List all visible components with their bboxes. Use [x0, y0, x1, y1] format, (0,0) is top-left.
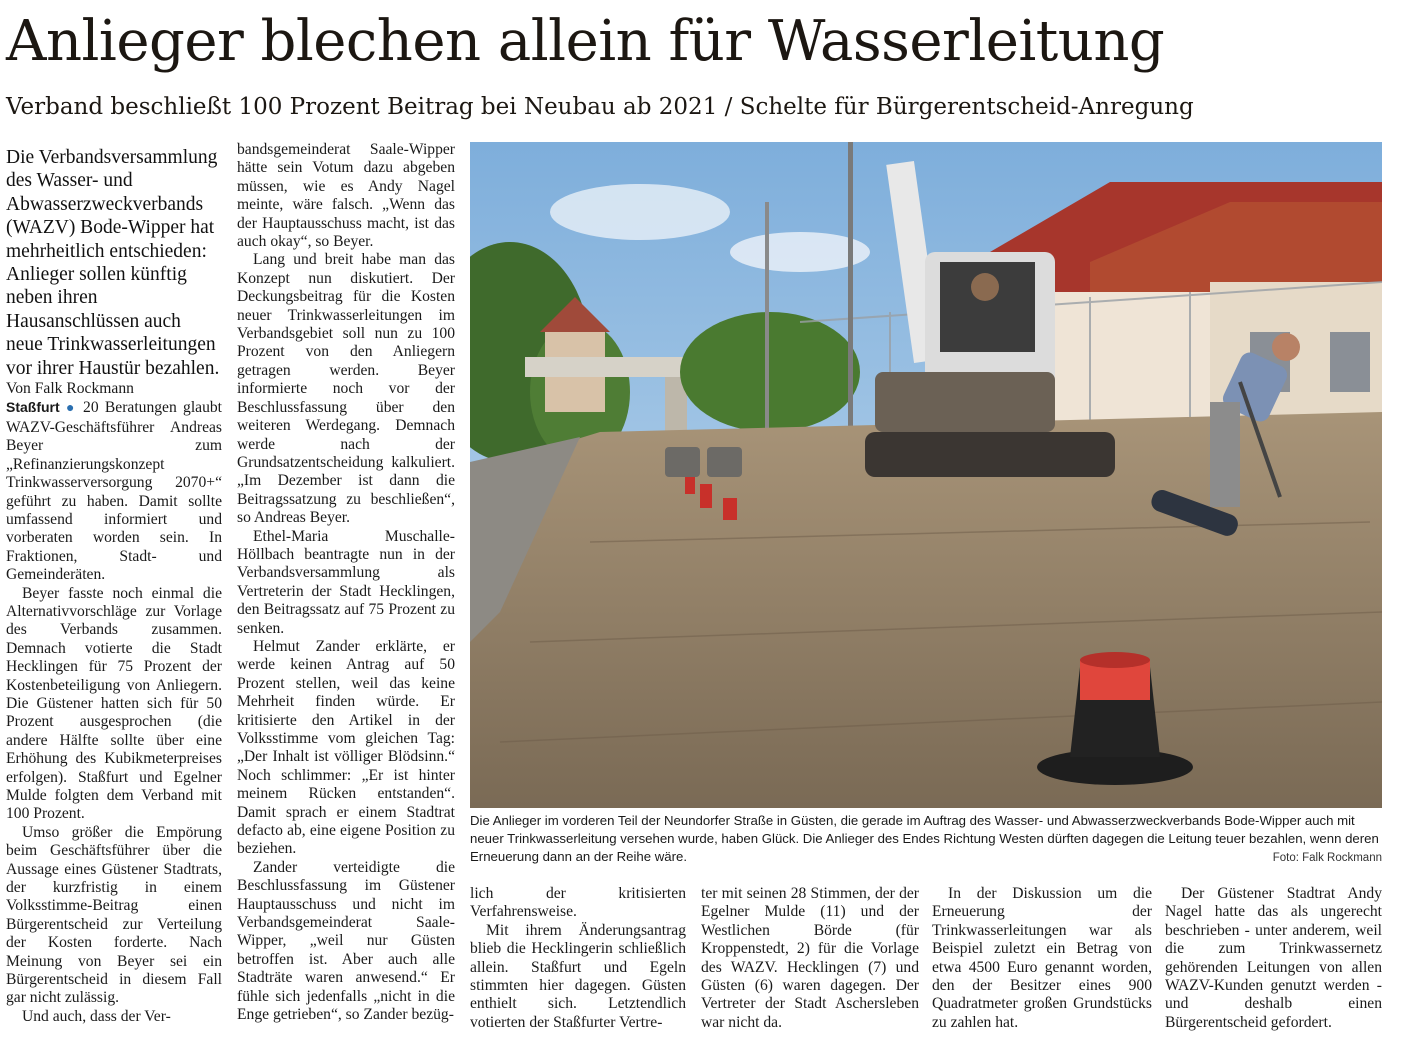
subheadline: Verband beschließt 100 Prozent Beitrag bei Neubau ab 2021 / Schelte für Bürgerentscheid-Anregung	[6, 94, 1194, 120]
paragraph: Der Güstener Stadtrat Andy Nagel hatte das als ungerecht beschrieben - unter anderem, weil die zum Trinkwassernetz gehörenden Leitungen von allen WAZV-Kunden genutzt werden - und deshalb einen Bürgerentscheid gefordert.	[1165, 885, 1382, 1031]
article-column-4	[701, 885, 919, 1032]
paragraph: Ethel-Maria Muschalle-Höllbach beantragte nun in der Verbandsversammlung als Vertreterin der Stadt Hecklingen, den Beitragssatz auf 75 Prozent zu senken.	[237, 527, 455, 637]
paragraph: Zander verteidigte die Beschlussfassung im Güstener Hauptausschuss und nicht im Verbandsgemeinderat Saale-Wipper, „weil nur Güsten betroffen ist. Aber auch alle Stadträte waren anwesend.“ Er fühle sich jedenfalls „nicht in die Enge getrieben“, so Zander bezüg-	[237, 858, 455, 1024]
paragraph	[6, 398, 222, 584]
paragraph: Beyer fasste noch einmal die Alternativvorschläge zur Vorlage des Verbands zusammen. Demnach votierte die Stadt Hecklingen für 75 Prozent der Kostenbeteiligung von Anliegern. Die Güstener hatten sich für 50 Prozent ausgesprochen (die andere Hälfte sollte über eine Erhöhung des Kubikmeterpreises erfolgen). Staßfurt und Egelner Mulde folgten dem Verband mit 100 Prozent.	[6, 584, 222, 823]
paragraph: lich der kritisierten Verfahrensweise.	[470, 885, 686, 921]
article-column-6	[1165, 885, 1382, 1032]
lead-paragraph: Die Verbandsversammlung des Wasser- und Abwasserzweckverbands (WAZV) Bode-Wipper hat mehrheitlich entschieden: Anlieger sollen künftig neben ihren Hausanschlüssen auch neue Trinkwasserleitungen vor ihrer Haustür bezahlen.	[6, 147, 220, 379]
paragraph: bandsgemeinderat Saale-Wipper hätte sein Votum dazu abgeben müssen, wie es Andy Nagel meinte, wäre falsch. „Wenn das der Hauptausschuss macht, ist das auch okay“, so Beyer.	[237, 141, 455, 251]
paragraph: In der Diskussion um die Erneuerung der Trinkwasserleitungen war als Beispiel zuletzt ein Betrag von etwa 4500 Euro genannt worden, den der Besitzer eines 900 Quadratmeter großen Grundstücks zu zahlen hat.	[932, 885, 1152, 1031]
byline: Von Falk Rockmann	[6, 380, 134, 398]
article-column-3	[470, 885, 686, 1032]
dateline: Staßfurt	[6, 399, 60, 416]
paragraph: Lang und breit habe man das Konzept nun diskutiert. Der Deckungsbeitrag für die Kosten neuer Trinkwasserleitungen im Verbandsgebiet soll nun zu 100 Prozent von den Anliegern getragen werden. Beyer informierte noch vor der Beschlussfassung über den weiteren Werdegang. Demnach werde nach der Grundsatzentscheidung kalkuliert. „Im Dezember ist dann die Beitragssatzung zu beschließen“, so Andreas Beyer.	[237, 251, 455, 527]
headline: Anlieger blechen allein für Wasserleitung	[6, 9, 1165, 74]
article-column-1	[6, 146, 222, 1026]
paragraph: Umso größer die Empörung beim Geschäftsführer über die Aussage eines Güstener Stadtrats, der kurzfristig in einem Volksstimme-Beitrag einen Bürgerentscheid zur Verteilung der Kosten forderte. Nach Meinung von Beyer sei ein Bürgerentscheid in diesem Fall gar nicht zulässig.	[6, 823, 222, 1007]
photo-caption: Die Anlieger im vorderen Teil der Neundorfer Straße in Güsten, die gerade im Auftrag des Wasser- und Abwasserzweckverbands Bode-Wipper auch mit neuer Trinkwasserleitung versehen wurde, haben Glück. Die Anlieger des Endes Richtung Westen dürften dagegen die Leitung teuer bezahlen, wenn deren Erneuerung dann an der Reihe wäre.	[470, 813, 1379, 864]
article-photo	[470, 142, 1382, 808]
article-column-5	[932, 885, 1152, 1032]
photo-credit: Foto: Falk Rockmann	[1272, 852, 1382, 864]
paragraph-text: 20 Beratungen glaubt WAZV-Geschäftsführer Andreas Beyer zum „Refinanzierungskonzept Trinkwasserversorgung 2070+“ geführt zu haben. Damit sollte umfassend informiert und vorberaten worden sein. In Fraktionen, Stadt- und Gemeinderäten.	[6, 399, 222, 584]
construction-site-image	[470, 142, 1382, 808]
paragraph: Und auch, dass der Ver-	[22, 1007, 171, 1025]
bullet-dot-icon: ●	[65, 401, 77, 417]
paragraph: Mit ihrem Änderungsantrag blieb die Hecklingerin schließlich allein. Staßfurt und Egeln stimmten hier dagegen. Güsten enthielt sich. Letztendlich votierten der Staßfurter Vertre-	[470, 921, 686, 1031]
paragraph: Helmut Zander erklärte, er werde keinen Antrag auf 50 Prozent stellen, weil das keine Mehrheit finden würde. Er kritisierte den Artikel in der Volksstimme vom gleichen Tag: „Der Inhalt ist völliger Blödsinn.“ Noch schlimmer: „Er ist hinter meinem Rücken entstanden“. Damit sprach er einem Stadtrat defacto ab, eine eigene Position zu beziehen.	[237, 637, 455, 858]
article-column-2	[237, 141, 455, 1025]
paragraph: ter mit seinen 28 Stimmen, der der Egelner Mulde (11) und der Westlichen Börde (für Kroppenstedt, 2) für die Vorlage des WAZV. Hecklingen (7) und Güsten (6) waren dagegen. Der Vertreter der Stadt Aschersleben war nicht da.	[701, 885, 919, 1031]
